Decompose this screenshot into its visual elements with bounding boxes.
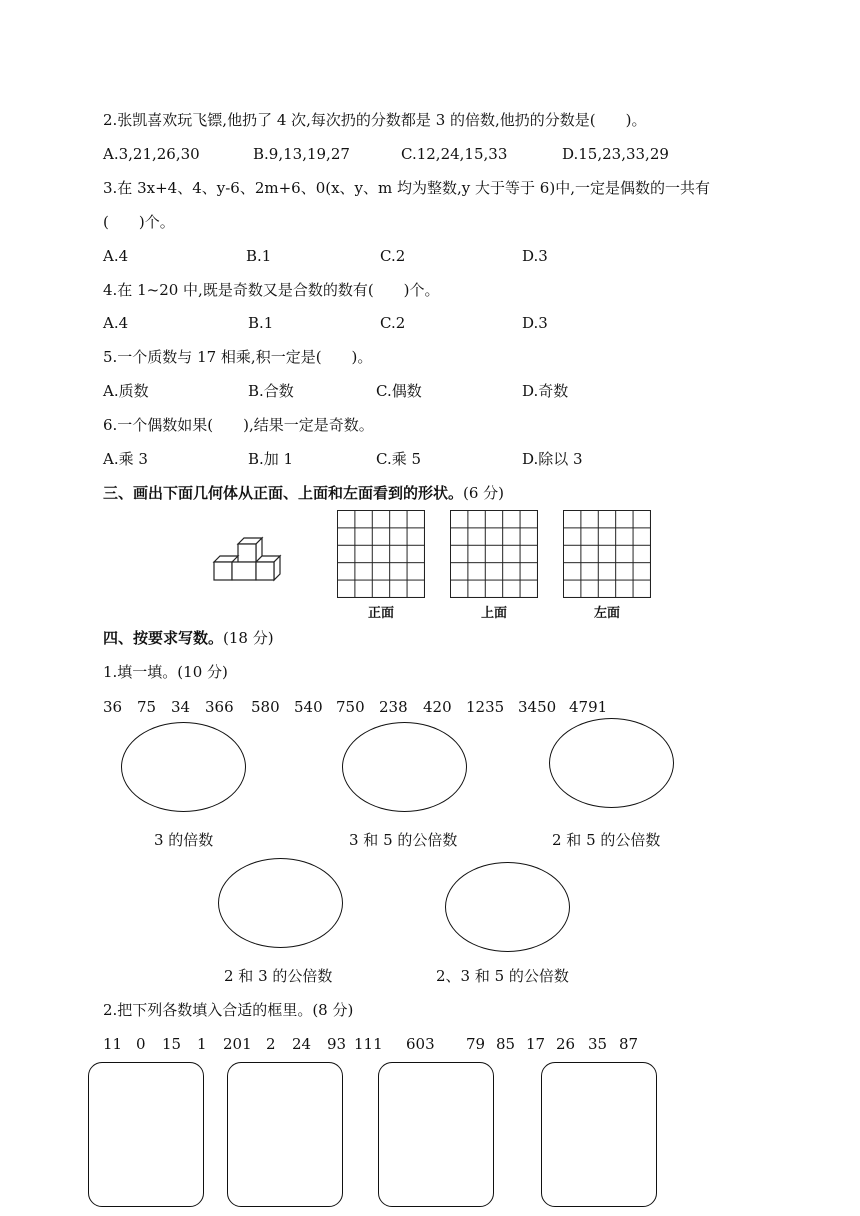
number-item: 3450 [518, 698, 557, 716]
number-item: 2 [266, 1035, 276, 1053]
grid-label-top: 上面 [480, 606, 507, 621]
q5-option-d: D.奇数 [522, 382, 569, 400]
q3-option-b: B.1 [246, 247, 272, 265]
number-item: 603 [406, 1035, 435, 1053]
q2-option-c: C.12,24,15,33 [401, 145, 508, 163]
ellipse-multiples-of-3[interactable] [121, 722, 246, 812]
ellipse-label-common-3-5: 3 和 5 的公倍数 [349, 831, 458, 849]
section4-heading [103, 628, 274, 648]
number-item: 4791 [569, 698, 608, 716]
q2-option-b: B.9,13,19,27 [253, 145, 350, 163]
number-item: 111 [354, 1035, 383, 1053]
q4-option-b: B.1 [248, 314, 274, 332]
number-item: 36 [103, 698, 123, 716]
number-item: 1 [197, 1035, 207, 1053]
cube-solid-figure [206, 534, 288, 594]
q6-option-b: B.加 1 [248, 450, 294, 468]
q3-option-c: C.2 [380, 247, 406, 265]
number-item: 540 [294, 698, 323, 716]
ellipse-label-common-2-3: 2 和 3 的公倍数 [224, 967, 333, 985]
q6-option-d: D.除以 3 [522, 450, 583, 468]
number-item: 580 [251, 698, 280, 716]
number-item: 420 [423, 698, 452, 716]
number-item: 87 [619, 1035, 639, 1053]
ellipse-common-2-3-5[interactable] [445, 862, 570, 952]
number-item: 201 [223, 1035, 252, 1053]
q3-stem-line2: ( )个。 [103, 213, 175, 231]
number-item: 85 [496, 1035, 516, 1053]
grid-front-view[interactable] [337, 510, 425, 598]
answer-box-2[interactable] [227, 1062, 343, 1207]
number-item: 1235 [466, 698, 505, 716]
number-item: 366 [205, 698, 234, 716]
number-item: 93 [327, 1035, 347, 1053]
number-item: 75 [137, 698, 157, 716]
part1-title: 1.填一填。(10 分) [103, 663, 228, 681]
number-item: 17 [526, 1035, 546, 1053]
section3-title: 三、画出下面几何体从正面、上面和左面看到的形状。 [103, 484, 464, 502]
ellipse-common-3-5[interactable] [342, 722, 467, 812]
section4-title: 四、按要求写数。 [103, 629, 224, 647]
answer-box-1[interactable] [88, 1062, 204, 1207]
q5-option-b: B.合数 [248, 382, 294, 400]
number-item: 0 [136, 1035, 146, 1053]
ellipse-common-2-5[interactable] [549, 718, 674, 808]
grid-label-front: 正面 [367, 606, 394, 621]
q2-option-a: A.3,21,26,30 [103, 145, 200, 163]
q3-stem-line1: 3.在 3x+4、4、y-6、2m+6、0(x、y、m 均为整数,y 大于等于 6)中,一定是偶数的一共有 [103, 179, 710, 197]
part2-title: 2.把下列各数填入合适的框里。(8 分) [103, 1001, 354, 1019]
number-item: 35 [588, 1035, 608, 1053]
number-item: 79 [466, 1035, 486, 1053]
q4-stem: 4.在 1~20 中,既是奇数又是合数的数有( )个。 [103, 281, 440, 299]
section4-score: (18 分) [223, 629, 274, 647]
answer-box-4[interactable] [541, 1062, 657, 1207]
q6-option-c: C.乘 5 [376, 450, 422, 468]
section3-score: (6 分) [463, 484, 505, 502]
number-item: 26 [556, 1035, 576, 1053]
number-item: 238 [379, 698, 408, 716]
q4-option-a: A.4 [103, 314, 129, 332]
q3-option-d: D.3 [522, 247, 548, 265]
ellipse-label-multiples-of-3: 3 的倍数 [154, 831, 214, 849]
number-item: 15 [162, 1035, 182, 1053]
q6-option-a: A.乘 3 [103, 450, 148, 468]
q5-option-a: A.质数 [103, 382, 149, 400]
grid-left-view[interactable] [563, 510, 651, 598]
number-item: 24 [292, 1035, 312, 1053]
section3-heading [103, 483, 504, 503]
grid-label-left: 左面 [593, 606, 620, 621]
ellipse-label-common-2-5: 2 和 5 的公倍数 [552, 831, 661, 849]
q2-option-d: D.15,23,33,29 [562, 145, 669, 163]
q3-option-a: A.4 [103, 247, 129, 265]
q5-stem: 5.一个质数与 17 相乘,积一定是( )。 [103, 348, 373, 366]
grid-top-view[interactable] [450, 510, 538, 598]
number-item: 34 [171, 698, 191, 716]
q5-option-c: C.偶数 [376, 382, 422, 400]
q4-option-c: C.2 [380, 314, 406, 332]
number-item: 11 [103, 1035, 123, 1053]
ellipse-common-2-3[interactable] [218, 858, 343, 948]
ellipse-label-common-2-3-5: 2、3 和 5 的公倍数 [436, 967, 569, 985]
number-item: 750 [336, 698, 365, 716]
q6-stem: 6.一个偶数如果( ),结果一定是奇数。 [103, 416, 374, 434]
q2-stem: 2.张凯喜欢玩飞镖,他扔了 4 次,每次扔的分数都是 3 的倍数,他扔的分数是( )。 [103, 111, 647, 129]
q4-option-d: D.3 [522, 314, 548, 332]
answer-box-3[interactable] [378, 1062, 494, 1207]
